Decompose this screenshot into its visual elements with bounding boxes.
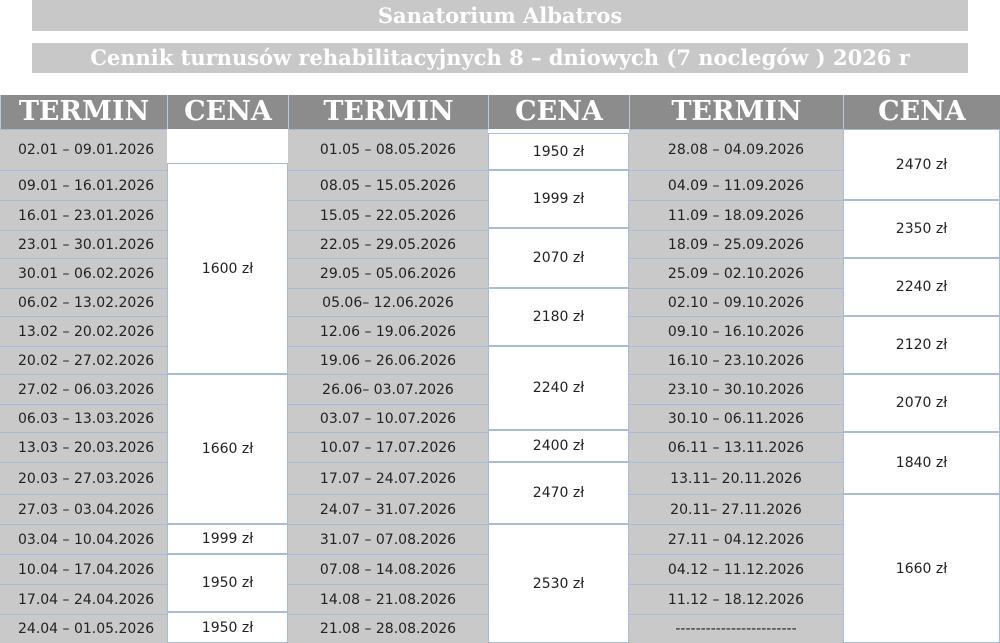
date-cell: 13.02 – 20.02.2026 <box>0 316 167 346</box>
date-cell: 06.03 – 13.03.2026 <box>0 404 167 432</box>
date-cell: 04.12 – 11.12.2026 <box>629 554 843 584</box>
date-cell: 13.11– 20.11.2026 <box>629 462 843 494</box>
price-cell: 1660 zł <box>167 374 288 524</box>
date-cell: ------------------------ <box>629 614 843 643</box>
date-cell: 26.06– 03.07.2026 <box>288 374 488 404</box>
date-cell: 24.04 – 01.05.2026 <box>0 614 167 643</box>
price-cell: 1950 zł <box>167 554 288 612</box>
date-cell: 16.01 – 23.01.2026 <box>0 200 167 230</box>
date-cell: 16.10 – 23.10.2026 <box>629 346 843 374</box>
date-cell: 07.08 – 14.08.2026 <box>288 554 488 584</box>
price-cell: 2180 zł <box>488 288 629 346</box>
price-cell: 2530 zł <box>488 524 629 643</box>
price-cell: 2350 zł <box>843 200 1000 258</box>
page-subtitle: Cennik turnusów rehabilitacyjnych 8 – dniowych (7 noclegów ) 2026 r <box>32 43 968 73</box>
date-cell: 15.05 – 22.05.2026 <box>288 200 488 230</box>
price-cell: 1660 zł <box>843 494 1000 643</box>
price-cell: 2120 zł <box>843 316 1000 374</box>
price-cell: 2400 zł <box>488 430 629 462</box>
date-cell: 14.08 – 21.08.2026 <box>288 584 488 614</box>
price-cell: 2240 zł <box>488 346 629 430</box>
date-cell: 03.04 – 10.04.2026 <box>0 524 167 554</box>
date-cell: 23.01 – 30.01.2026 <box>0 230 167 258</box>
date-cell: 09.10 – 16.10.2026 <box>629 316 843 346</box>
price-cell: 1600 zł <box>167 163 288 374</box>
price-cell: 2470 zł <box>843 129 1000 200</box>
price-cell: 1999 zł <box>488 170 629 228</box>
date-cell: 24.07 – 31.07.2026 <box>288 494 488 524</box>
date-cell: 23.10 – 30.10.2026 <box>629 374 843 404</box>
header-cena-3: CENA <box>843 95 1000 129</box>
date-cell: 25.09 – 02.10.2026 <box>629 258 843 288</box>
date-cell: 03.07 – 10.07.2026 <box>288 404 488 432</box>
date-cell: 17.07 – 24.07.2026 <box>288 462 488 494</box>
date-cell: 27.02 – 06.03.2026 <box>0 374 167 404</box>
price-cell: 1840 zł <box>843 432 1000 494</box>
price-cell: 2070 zł <box>843 374 1000 432</box>
date-cell: 12.06 – 19.06.2026 <box>288 316 488 346</box>
header-cena-2: CENA <box>488 95 629 129</box>
date-cell: 02.01 – 09.01.2026 <box>0 129 167 170</box>
price-cell: 2470 zł <box>488 462 629 524</box>
date-cell: 05.06– 12.06.2026 <box>288 288 488 316</box>
date-cell: 11.09 – 18.09.2026 <box>629 200 843 230</box>
date-cell: 04.09 – 11.09.2026 <box>629 170 843 200</box>
header-termin-1: TERMIN <box>0 95 167 129</box>
date-cell: 02.10 – 09.10.2026 <box>629 288 843 316</box>
price-cell: 2240 zł <box>843 258 1000 316</box>
header-cena-1: CENA <box>167 95 288 129</box>
date-cell: 31.07 – 07.08.2026 <box>288 524 488 554</box>
date-cell: 18.09 – 25.09.2026 <box>629 230 843 258</box>
date-cell: 21.08 – 28.08.2026 <box>288 614 488 643</box>
date-cell: 08.05 – 15.05.2026 <box>288 170 488 200</box>
date-cell: 17.04 – 24.04.2026 <box>0 584 167 614</box>
date-cell: 27.03 – 03.04.2026 <box>0 494 167 524</box>
date-cell: 30.01 – 06.02.2026 <box>0 258 167 288</box>
date-cell: 01.05 – 08.05.2026 <box>288 129 488 170</box>
date-cell: 06.11 – 13.11.2026 <box>629 432 843 462</box>
date-cell: 06.02 – 13.02.2026 <box>0 288 167 316</box>
header-termin-3: TERMIN <box>629 95 843 129</box>
date-cell: 09.01 – 16.01.2026 <box>0 170 167 200</box>
price-cell: 1999 zł <box>167 524 288 554</box>
date-cell: 29.05 – 05.06.2026 <box>288 258 488 288</box>
date-cell: 19.06 – 26.06.2026 <box>288 346 488 374</box>
date-cell: 20.03 – 27.03.2026 <box>0 462 167 494</box>
date-cell: 10.07 – 17.07.2026 <box>288 432 488 462</box>
header-termin-2: TERMIN <box>288 95 488 129</box>
date-cell: 13.03 – 20.03.2026 <box>0 432 167 462</box>
date-cell: 30.10 – 06.11.2026 <box>629 404 843 432</box>
date-cell: 22.05 – 29.05.2026 <box>288 230 488 258</box>
price-cell: 1950 zł <box>488 133 629 170</box>
price-cell: 1950 zł <box>167 612 288 643</box>
date-cell: 28.08 – 04.09.2026 <box>629 129 843 170</box>
price-cell: 2070 zł <box>488 228 629 288</box>
date-cell: 27.11 – 04.12.2026 <box>629 524 843 554</box>
date-cell: 11.12 – 18.12.2026 <box>629 584 843 614</box>
date-cell: 10.04 – 17.04.2026 <box>0 554 167 584</box>
page-title: Sanatorium Albatros <box>32 0 968 31</box>
date-cell: 20.02 – 27.02.2026 <box>0 346 167 374</box>
date-cell: 20.11– 27.11.2026 <box>629 494 843 524</box>
